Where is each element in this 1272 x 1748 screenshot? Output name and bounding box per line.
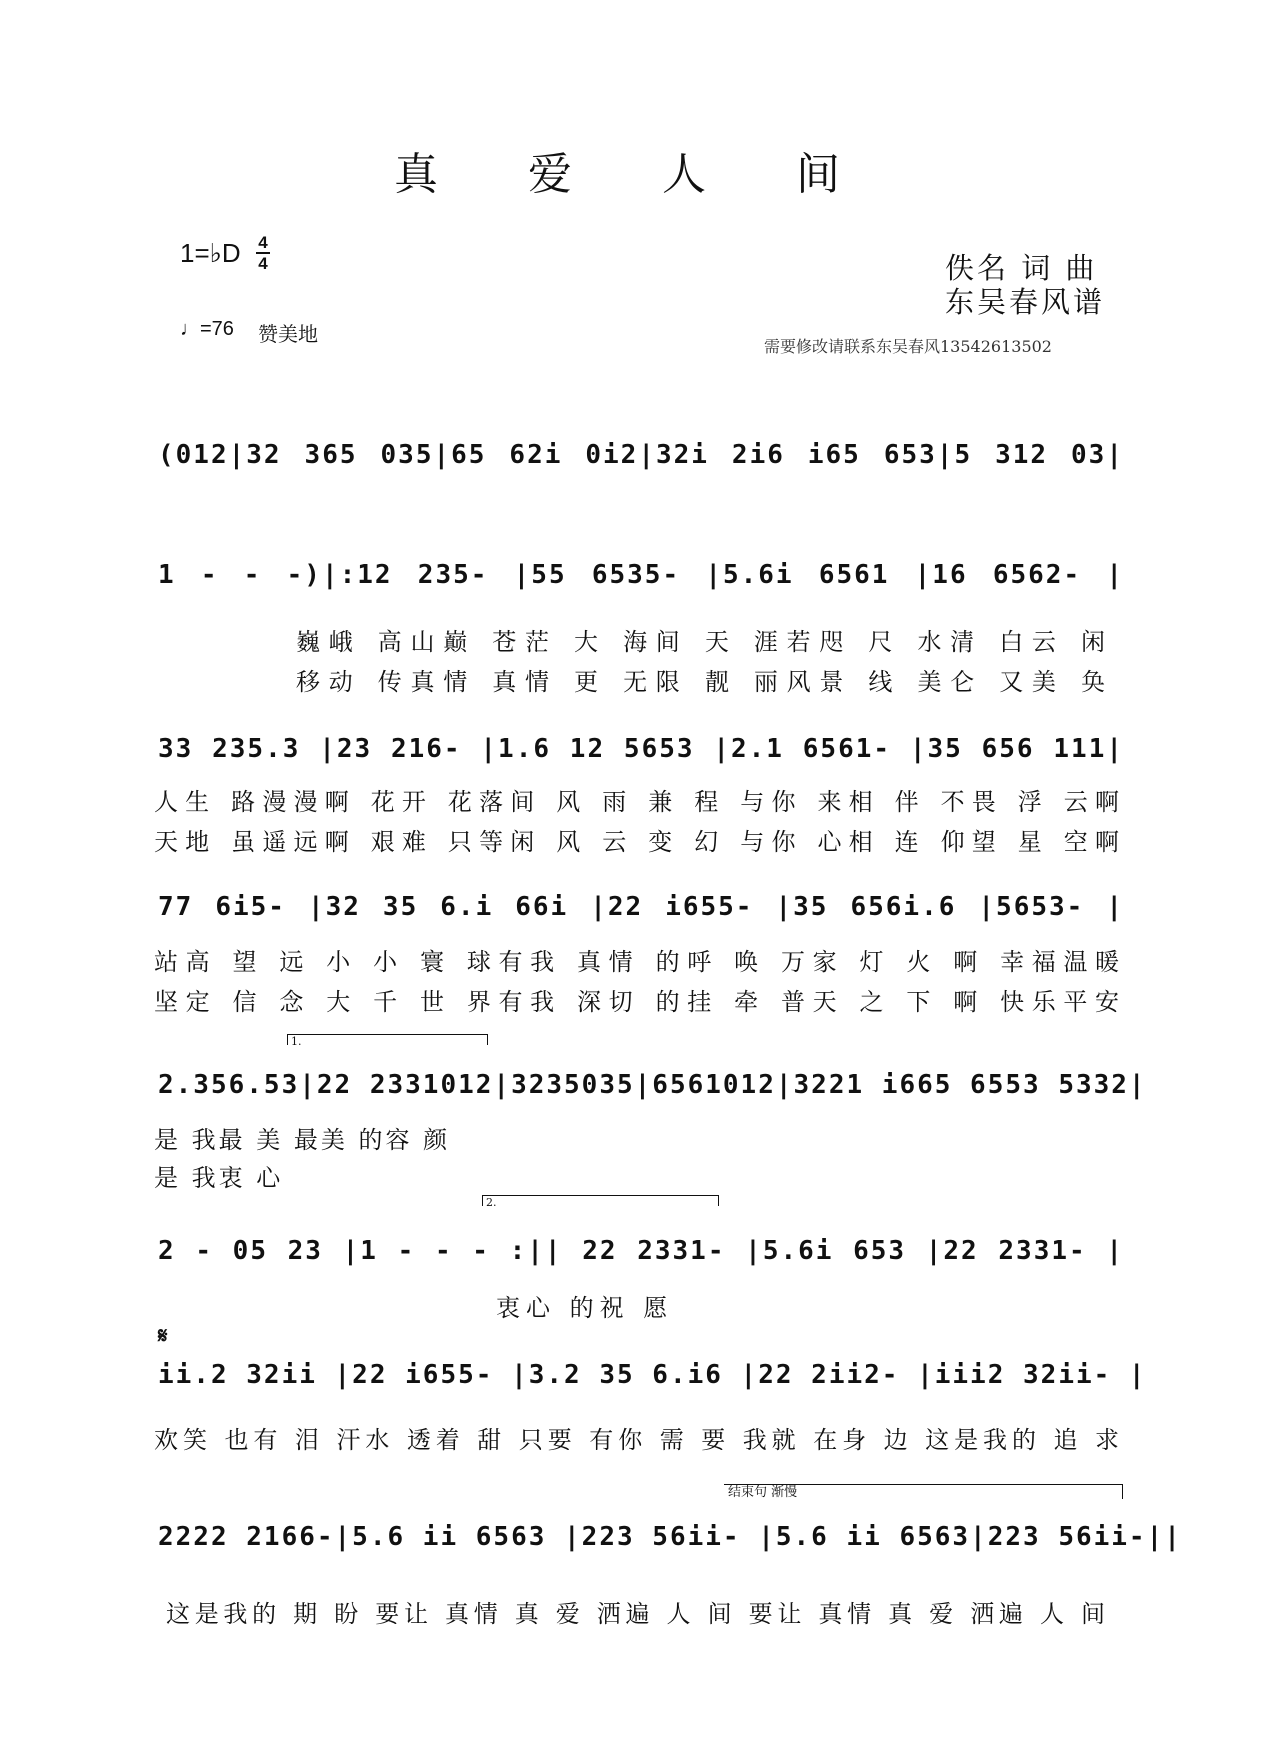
volta-2-bracket: 2.: [482, 1195, 719, 1206]
lyric-row-4-verse-2: 坚定 信 念 大 千 世 界有我 深切 的挂 牵 普天 之 下 啊 快乐平安: [154, 988, 1120, 1016]
lyric-row-5-verse-2: 是 我衷 心: [154, 1164, 284, 1192]
score-row-2: 1 - - -)|:12 235- |55 6535- |5.6i 6561 |16 6562- |: [158, 560, 1124, 590]
score-row-8: 2222 2166-|5.6 ii 6563 |223 56ii- |5.6 ii 6563|223 56ii-||: [158, 1522, 1182, 1552]
segno-sign: 𝄋: [158, 1324, 168, 1349]
lyric-row-2-verse-2: 移动 传真情 真情 更 无限 靓 丽风景 线 美仑 又美 奂: [296, 668, 1106, 696]
lyric-row-3-verse-2: 天地 虽遥远啊 艰难 只等闲 风 云 变 幻 与你 心相 连 仰望 星 空啊: [154, 828, 1120, 856]
lyric-row-2-verse-1: 巍峨 高山巅 苍茫 大 海间 天 涯若咫 尺 水清 白云 闲: [296, 628, 1106, 656]
time-signature-top: 4: [258, 233, 268, 252]
lyric-row-6: 衷心 的祝 愿: [496, 1294, 674, 1322]
coda-ending-label: 结束句 渐慢: [724, 1484, 1123, 1499]
expression-marking: 赞美地: [258, 322, 318, 346]
time-signature: [256, 234, 270, 272]
key-signature: 1=♭D: [180, 238, 241, 268]
score-row-5: 2.356.53|22 2331012|3235035|6561012|3221 i665 6553 5332|: [158, 1070, 1147, 1100]
tempo-marking: ♩=76: [180, 318, 234, 340]
lyric-row-5-verse-1: 是 我最 美 最美 的容 颜: [154, 1126, 451, 1154]
contact-note: 需要修改请联系东吴春风13542613502: [764, 337, 1052, 356]
time-signature-bottom: 4: [258, 254, 268, 273]
lyric-row-4-verse-1: 站高 望 远 小 小 寰 球有我 真情 的呼 唤 万家 灯 火 啊 幸福温暖: [154, 948, 1120, 976]
volta-1-bracket: 1.: [287, 1034, 488, 1045]
lyric-row-3-verse-1: 人生 路漫漫啊 花开 花落间 风 雨 兼 程 与你 来相 伴 不畏 浮 云啊: [154, 788, 1120, 816]
score-row-3: 33 235.3 |23 216- |1.6 12 5653 |2.1 6561- |35 656 111|: [158, 734, 1124, 764]
credit-lyricist-composer: 佚名 词 曲: [945, 251, 1098, 285]
score-row-6: 2 - 05 23 |1 - - - :|| 22 2331- |5.6i 653 |22 2331- |: [158, 1236, 1124, 1266]
lyric-row-8: 这是我的 期 盼 要让 真情 真 爱 洒遍 人 间 要让 真情 真 爱 洒遍 人 间: [166, 1600, 1106, 1628]
lyric-row-7: 欢笑 也有 泪 汗水 透着 甜 只要 有你 需 要 我就 在身 边 这是我的 追 求: [154, 1426, 1120, 1454]
score-row-4: 77 6i5- |32 35 6.i 66i |22 i655- |35 656i.6 |5653- |: [158, 892, 1124, 922]
credit-arranger: 东吴春风谱: [945, 285, 1106, 319]
score-row-7: ii.2 32ii |22 i655- |3.2 35 6.i6 |22 2ii2- |iii2 32ii- |: [158, 1360, 1147, 1390]
score-row-1: (012|32 365 035|65 62i 0i2|32i 2i6 i65 653|5 312 03|: [158, 440, 1124, 470]
song-title: 真 爱 人 间: [394, 149, 878, 200]
